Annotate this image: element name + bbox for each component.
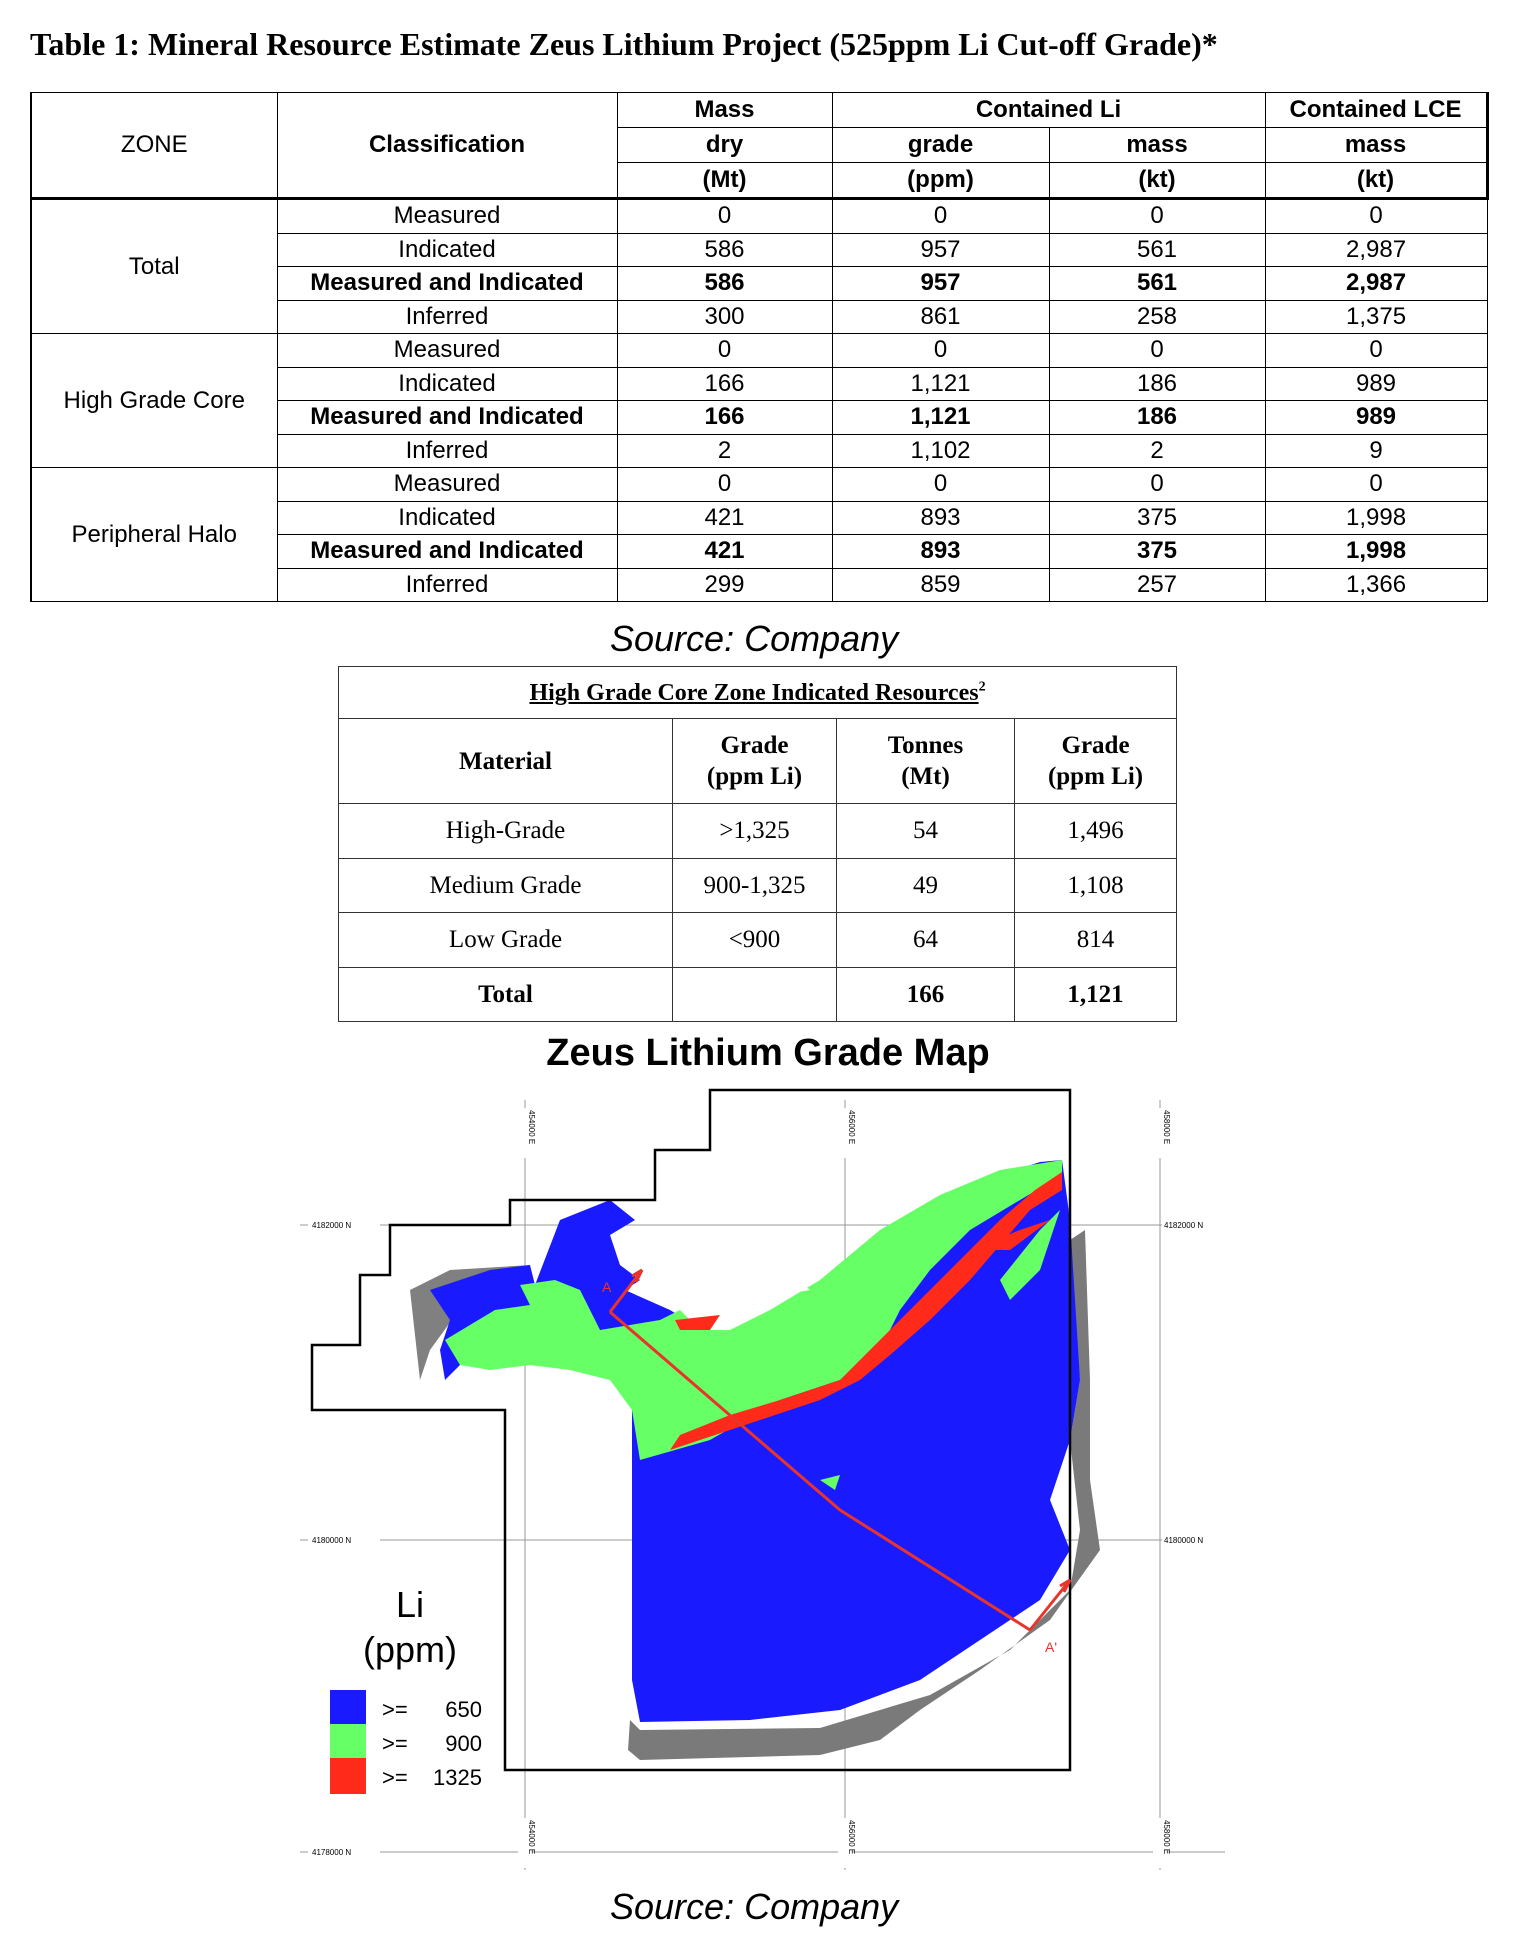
header-li-mass: mass xyxy=(1049,128,1265,163)
grade-cell: 1,121 xyxy=(832,401,1049,435)
grade-cell: 0 xyxy=(832,334,1049,368)
mass-cell: 300 xyxy=(617,300,832,334)
classification-cell: Measured xyxy=(277,334,617,368)
lce-mass-cell: 2,987 xyxy=(1265,233,1487,267)
mass-cell: 2 xyxy=(617,434,832,468)
table2-caption-text: High Grade Core Zone Indicated Resources xyxy=(529,680,979,707)
legend-swatch xyxy=(330,1758,366,1794)
lce-mass-cell: 1,366 xyxy=(1265,568,1487,602)
legend-operator: >= xyxy=(382,1731,408,1756)
header-grade: Grade (ppm Li) xyxy=(1015,719,1177,804)
grade-cell: 0 xyxy=(832,468,1049,502)
lce-mass-cell: 989 xyxy=(1265,367,1487,401)
mass-cell: 166 xyxy=(617,401,832,435)
li-mass-cell: 257 xyxy=(1049,568,1265,602)
table-row xyxy=(31,334,1487,368)
header-mt: (Mt) xyxy=(617,163,832,199)
grade-cell: 893 xyxy=(832,535,1049,569)
easting-label: 458000 E xyxy=(1162,1110,1171,1145)
header-li-kt: (kt) xyxy=(1049,163,1265,199)
li-mass-cell: 375 xyxy=(1049,535,1265,569)
li-mass-cell: 0 xyxy=(1049,199,1265,234)
legend-swatch xyxy=(330,1690,366,1726)
header-lce-kt: (kt) xyxy=(1265,163,1487,199)
table-row xyxy=(339,804,1177,858)
mass-cell: 586 xyxy=(617,233,832,267)
mass-cell: 166 xyxy=(617,367,832,401)
northing-label: 4182000 N xyxy=(312,1221,352,1230)
northing-label: 4180000 N xyxy=(1164,1536,1204,1545)
table-row xyxy=(31,199,1487,234)
northing-label: 4180000 N xyxy=(312,1536,352,1545)
northing-label: 4178000 N xyxy=(312,1848,352,1857)
northing-label: 4182000 N xyxy=(1164,1221,1204,1230)
map-source: Source: Company xyxy=(610,1886,899,1927)
lce-mass-cell: 1,998 xyxy=(1265,501,1487,535)
classification-cell: Inferred xyxy=(277,434,617,468)
grade-cell: 957 xyxy=(832,267,1049,301)
header-grade: grade xyxy=(832,128,1049,163)
legend-value: 1325 xyxy=(433,1765,482,1790)
section-label-start: A xyxy=(602,1279,612,1295)
header-contained-li: Contained Li xyxy=(832,93,1265,128)
range-cell: >1,325 xyxy=(673,804,837,858)
table-row xyxy=(339,858,1177,912)
zone-name: High Grade Core xyxy=(31,334,277,468)
header-contained-lce: Contained LCE xyxy=(1265,93,1487,128)
lce-mass-cell: 1,375 xyxy=(1265,300,1487,334)
range-cell: <900 xyxy=(673,913,837,967)
header-grade-range: Grade (ppm Li) xyxy=(673,719,837,804)
li-mass-cell: 375 xyxy=(1049,501,1265,535)
range-cell: 900-1,325 xyxy=(673,858,837,912)
classification-cell: Measured and Indicated xyxy=(277,267,617,301)
li-mass-cell: 186 xyxy=(1049,401,1265,435)
header-material: Material xyxy=(339,719,673,804)
map-cutout xyxy=(650,1240,810,1295)
lce-mass-cell: 989 xyxy=(1265,401,1487,435)
range-cell xyxy=(673,967,837,1022)
grade-cell: 1,496 xyxy=(1015,804,1177,858)
lce-mass-cell: 9 xyxy=(1265,434,1487,468)
header-classification: Classification xyxy=(277,93,617,199)
section-label-end: A' xyxy=(1045,1639,1058,1655)
legend-operator: >= xyxy=(382,1697,408,1722)
grade-cell: 859 xyxy=(832,568,1049,602)
easting-label: 454000 E xyxy=(527,1110,536,1145)
header-ppm: (ppm) xyxy=(832,163,1049,199)
grade-cell: 1,121 xyxy=(832,367,1049,401)
table2-caption-sup: 2 xyxy=(978,679,986,695)
easting-label: 456000 E xyxy=(847,1110,856,1145)
lce-mass-cell: 0 xyxy=(1265,199,1487,234)
mass-cell: 586 xyxy=(617,267,832,301)
grade-cell: 861 xyxy=(832,300,1049,334)
mass-cell: 421 xyxy=(617,501,832,535)
mass-cell: 0 xyxy=(617,199,832,234)
header-mass: Mass xyxy=(617,93,832,128)
li-mass-cell: 561 xyxy=(1049,267,1265,301)
lce-mass-cell: 2,987 xyxy=(1265,267,1487,301)
table-row-total xyxy=(339,967,1177,1022)
header-lce-mass: mass xyxy=(1265,128,1487,163)
li-mass-cell: 561 xyxy=(1049,233,1265,267)
material-cell: High-Grade xyxy=(339,804,673,858)
grade-cell: 0 xyxy=(832,199,1049,234)
classification-cell: Measured and Indicated xyxy=(277,535,617,569)
mass-cell: 0 xyxy=(617,334,832,368)
tonnes-cell: 49 xyxy=(837,858,1015,912)
classification-cell: Measured xyxy=(277,199,617,234)
table1-source: Source: Company xyxy=(610,618,899,659)
mineral-resource-table xyxy=(30,92,1489,602)
li-mass-cell: 2 xyxy=(1049,434,1265,468)
li-mass-cell: 0 xyxy=(1049,468,1265,502)
legend-title-line2: (ppm) xyxy=(362,1629,457,1670)
legend-swatch xyxy=(330,1724,366,1760)
grade-cell: 893 xyxy=(832,501,1049,535)
material-cell: Total xyxy=(339,967,673,1022)
classification-cell: Inferred xyxy=(277,300,617,334)
high-grade-core-table xyxy=(338,666,1177,1022)
classification-cell: Measured and Indicated xyxy=(277,401,617,435)
grade-cell: 814 xyxy=(1015,913,1177,967)
classification-cell: Measured xyxy=(277,468,617,502)
lce-mass-cell: 1,998 xyxy=(1265,535,1487,569)
li-mass-cell: 0 xyxy=(1049,334,1265,368)
zone-name: Peripheral Halo xyxy=(31,468,277,602)
tonnes-cell: 54 xyxy=(837,804,1015,858)
material-cell: Medium Grade xyxy=(339,858,673,912)
table1-title: Table 1: Mineral Resource Estimate Zeus Lithium Project (525ppm Li Cut-off Grade)* xyxy=(30,26,1218,62)
table-row xyxy=(31,468,1487,502)
grade-cell: 1,121 xyxy=(1015,967,1177,1022)
tonnes-cell: 166 xyxy=(837,967,1015,1022)
easting-label: 454000 E xyxy=(527,1820,536,1855)
mass-cell: 299 xyxy=(617,568,832,602)
lce-mass-cell: 0 xyxy=(1265,334,1487,368)
grade-cell: 957 xyxy=(832,233,1049,267)
classification-cell: Indicated xyxy=(277,501,617,535)
legend-operator: >= xyxy=(382,1765,408,1790)
header-tonnes: Tonnes (Mt) xyxy=(837,719,1015,804)
easting-label: 458000 E xyxy=(1162,1820,1171,1855)
legend-title xyxy=(360,1582,460,1672)
tonnes-cell: 64 xyxy=(837,913,1015,967)
zone-name: Total xyxy=(31,199,277,334)
map-title: Zeus Lithium Grade Map xyxy=(546,1032,990,1074)
table-row xyxy=(339,913,1177,967)
mass-cell: 421 xyxy=(617,535,832,569)
legend-title-line1: Li xyxy=(395,1584,425,1625)
li-mass-cell: 258 xyxy=(1049,300,1265,334)
grade-cell: 1,108 xyxy=(1015,858,1177,912)
mass-cell: 0 xyxy=(617,468,832,502)
li-mass-cell: 186 xyxy=(1049,367,1265,401)
easting-label: 456000 E xyxy=(847,1820,856,1855)
lce-mass-cell: 0 xyxy=(1265,468,1487,502)
classification-cell: Indicated xyxy=(277,367,617,401)
legend-value: 900 xyxy=(445,1731,482,1756)
grade-map xyxy=(280,1080,1240,1880)
header-zone: ZONE xyxy=(31,93,277,199)
header-dry: dry xyxy=(617,128,832,163)
classification-cell: Inferred xyxy=(277,568,617,602)
legend-value: 650 xyxy=(445,1697,482,1722)
table2-caption xyxy=(339,667,1177,719)
grade-cell: 1,102 xyxy=(832,434,1049,468)
classification-cell: Indicated xyxy=(277,233,617,267)
material-cell: Low Grade xyxy=(339,913,673,967)
